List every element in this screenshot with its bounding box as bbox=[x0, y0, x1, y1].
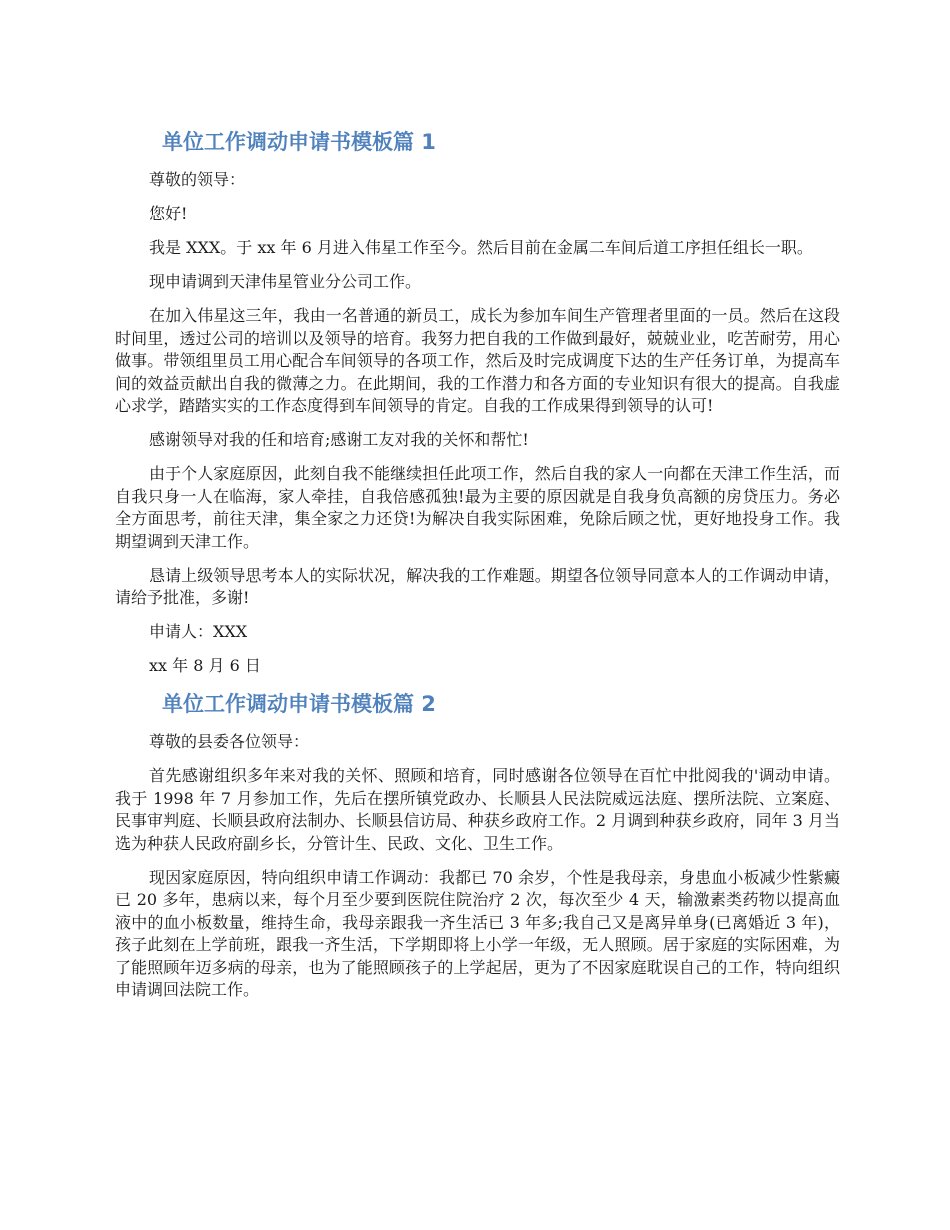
greeting: 您好! bbox=[149, 204, 188, 223]
paragraph: 在加入伟星这三年，我由一名普通的新员工，成长为参加车间生产管理者里面的一员。然后在这段时间里，透过公司的培训以及领导的培育。我努力把自我的工作做到最好，兢兢业业，吃苦耐劳，用心做事。带领组里员工用心配合车间领导的各项工作，然后及时完成调度下达的生产任务订单，为提高车间的效益贡献出自我的微薄之力。在此期间，我的工作潜力和各方面的专业知识有很大的提高。自我虚心求学，踏踏实实的工作态度得到车间领导的肯定。自我的工作成果得到领导的认可! bbox=[115, 306, 840, 415]
paragraph: 现因家庭原因，特向组织申请工作调动：我都已 70 余岁，个性是我母亲，身患血小板减少性紫癜已 20 多年，患病以来，每个月至少要到医院住院治疗 2 次，每次至少 4 天，输激素类药物以提高血液中的血小板数量，维持生命，我母亲跟我一齐生活已 3 年多;我自己又是离异单身(已离婚近 3 年)，孩子此刻在上学前班，跟我一齐生活，下学期即将上小学一年级，无人照顾。居于家庭的实际困难，为了能照顾年迈多病的母亲，也为了能照顾孩子的上学起居，更为了不因家庭耽误自己的工作，特向组织申请调回法院工作。 bbox=[115, 867, 840, 999]
paragraph: 我是 XXX。于 xx 年 6 月进入伟星工作至今。然后目前在金属二车间后道工序担任组长一职。 bbox=[149, 238, 813, 257]
paragraph: 现申请调到天津伟星管业分公司工作。 bbox=[149, 272, 422, 291]
document-body bbox=[115, 127, 840, 1013]
paragraph: 由于个人家庭原因，此刻自我不能继续担任此项工作，然后自我的家人一向都在天津工作生活，而自我只身一人在临海，家人牵挂，自我倍感孤独!最为主要的原因就是自我身负高额的房贷压力。务必全方面思考，前往天津，集全家之力还贷!为解决自我实际困难，免除后顾之忧，更好地投身工作。我期望调到天津工作。 bbox=[115, 464, 840, 551]
applicant-line: 申请人：XXX bbox=[149, 622, 248, 641]
paragraph: 首先感谢组织多年来对我的关怀、照顾和培育，同时感谢各位领导在百忙中批阅我的'调动申请。我于 1998 年 7 月参加工作，先后在摆所镇党政办、长顺县人民法院威远法庭、摆所法院、立案庭、民事审判庭、长顺县政府法制办、长顺县信访局、种获乡政府工作。2 月调到种获乡政府，同年 3 月当选为种获人民政府副乡长，分管计生、民政、文化、卫生工作。 bbox=[115, 766, 840, 853]
salutation: 尊敬的县委各位领导： bbox=[149, 732, 310, 751]
section-title-1: 单位工作调动申请书模板篇 1 bbox=[162, 130, 436, 154]
date-line: xx 年 8 月 6 日 bbox=[149, 656, 261, 675]
salutation: 尊敬的领导： bbox=[149, 170, 246, 189]
paragraph: 感谢领导对我的任和培育;感谢工友对我的关怀和帮忙! bbox=[149, 430, 529, 449]
section-title-2: 单位工作调动申请书模板篇 2 bbox=[162, 692, 436, 716]
paragraph: 恳请上级领导思考本人的实际状况，解决我的工作难题。期望各位领导同意本人的工作调动申请，请给予批准，多谢! bbox=[115, 565, 840, 607]
